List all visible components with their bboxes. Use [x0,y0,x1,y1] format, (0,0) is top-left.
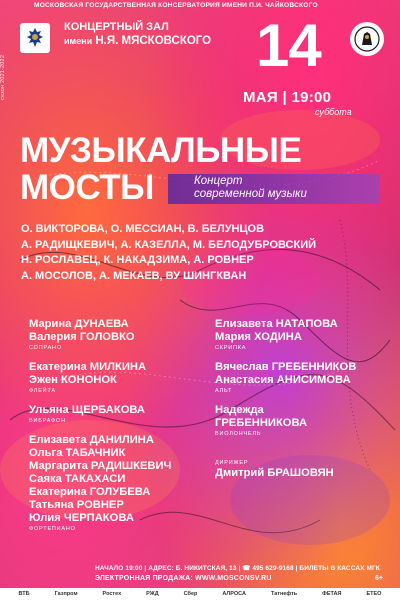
performer-name: Вячеслав ГРЕБЕННИКОВ [215,361,357,373]
sponsor-logo-strip [0,588,400,600]
performer-role: ФОРТЕПИАНО [29,526,76,532]
hall-line-1: КОНЦЕРТНЫЙ ЗАЛ [64,21,169,33]
date-day: 14 [256,12,321,79]
title-line-1: МУЗЫКАЛЬНЫЕ [20,131,302,170]
conservatory-crest-icon [20,23,50,53]
hall-prefix: имени [64,36,93,46]
subtitle-line-2: современной музыки [194,188,307,200]
performers-left-column [29,318,209,542]
sponsor-logo: РЖД [146,591,159,597]
performer-name: Елизавета ДАНИЛИНА [29,434,154,446]
hall-composer-name: Н.Я. МЯСКОВСКОГО [95,35,212,47]
footer-info: НАЧАЛО 19:00 | АДРЕС: Б. НИКИТСКАЯ, 13 | ☎ 495 629-9168 | БИЛЕТЫ В КАССАХ МГК [95,565,380,572]
performer-name: Ольга ТАБАЧНИК [29,447,126,459]
sponsor-logo: ФЕТАЯ [322,591,342,597]
sponsor-logo: Сбер [183,591,198,597]
hall-name [64,20,211,48]
performer-name: Надежда [215,404,264,416]
sponsor-logo: Татнефть [270,591,298,597]
performer-role: ВИБРАФОН [29,418,66,424]
conductor-role: ДИРИЖЕР [215,460,249,466]
concert-subtitle [194,175,307,201]
performer-group-cello [215,404,395,437]
performer-role: АЛЬТ [215,388,233,394]
conductor-block [215,459,334,480]
sponsor-logo: Газпром [54,591,78,597]
season-label: сезон 2021-2022 [0,54,6,100]
performer-group-soprano [29,318,209,351]
conductor-name: Дмитрий БРАШОВЯН [215,467,334,479]
performer-name: Валерия ГОЛОВКО [29,331,135,343]
sponsor-logo: ЕТЕО [366,591,382,597]
date-weekday: суббота [315,107,352,117]
performer-group-vibraphone [29,404,209,424]
title-line-2: МОСТЫ [20,168,154,207]
performer-role: ФЛЕЙТА [29,388,56,394]
performer-role: СКРИПКА [215,345,247,351]
performer-name: Маргарита РАДИШКЕВИЧ [29,460,172,472]
performer-name: Ульяна ЩЕРБАКОВА [29,404,146,416]
sponsor-logo: ВТБ [18,591,30,597]
hall-line-2 [64,34,211,48]
performer-name: Екатерина МИЛКИНА [29,361,147,373]
date-month-time: МАЯ | 19:00 [243,89,332,106]
performer-name: Анастасия АНИСИМОВА [215,374,351,386]
performer-role: ВИОЛОНЧЕЛЬ [215,431,262,437]
sponsor-logo: Ростех [102,591,122,597]
performer-name: Саяка ТАКАХАСИ [29,473,126,485]
age-rating: 6+ [375,575,383,582]
composer-line: А. МОСОЛОВ, А. МЕКАЕВ, ВУ ШИНГКВАН [21,269,247,282]
composer-line: О. ВИКТОРОВА, О. МЕССИАН, В. БЕЛУНЦОВ [21,223,265,235]
performer-group-violin [215,318,395,351]
performer-group-flute [29,361,209,394]
performer-name: Юлия ЧЕРПАКОВА [29,512,134,524]
miaskovsky-hall-emblem-icon [350,22,384,56]
subtitle-line-1: Концерт [194,175,243,187]
performer-group-viola [215,361,395,394]
performer-role: СОПРАНО [29,345,62,351]
performer-name: Марина ДУНАЕВА [29,318,129,330]
performer-name: Мария ХОДИНА [215,331,302,343]
performer-name: Елизавета НАТАПОВА [215,318,338,330]
composer-line: Н. РОСЛАВЕЦ, К. НАКАДЗИМА, А. РОВНЕР [21,254,254,266]
performer-name: ГРЕБЕННИКОВА [215,417,308,429]
composers-list [21,222,400,284]
sponsor-logo: АЛРОСА [222,591,246,597]
performer-name: Татьяна РОВНЕР [29,499,124,511]
performer-group-piano [29,434,209,532]
performer-name: Эжен КОНОНОК [29,374,117,386]
composer-line: А. РАДИЩКЕВИЧ, А. КАЗЕЛЛА, М. БЕЛОДУБРОВСКИЙ [21,238,317,251]
conservatory-name: МОСКОВСКАЯ ГОСУДАРСТВЕННАЯ КОНСЕРВАТОРИЯ ИМЕНИ П.И. ЧАЙКОВСКОГО [34,2,318,9]
performer-name: Екатерина ГОЛУБЕВА [29,486,151,498]
performers-right-column [215,318,395,447]
online-sales-link[interactable]: ЭЛЕКТРОННАЯ ПРОДАЖА: WWW.MOSCONSV.RU [95,575,272,582]
